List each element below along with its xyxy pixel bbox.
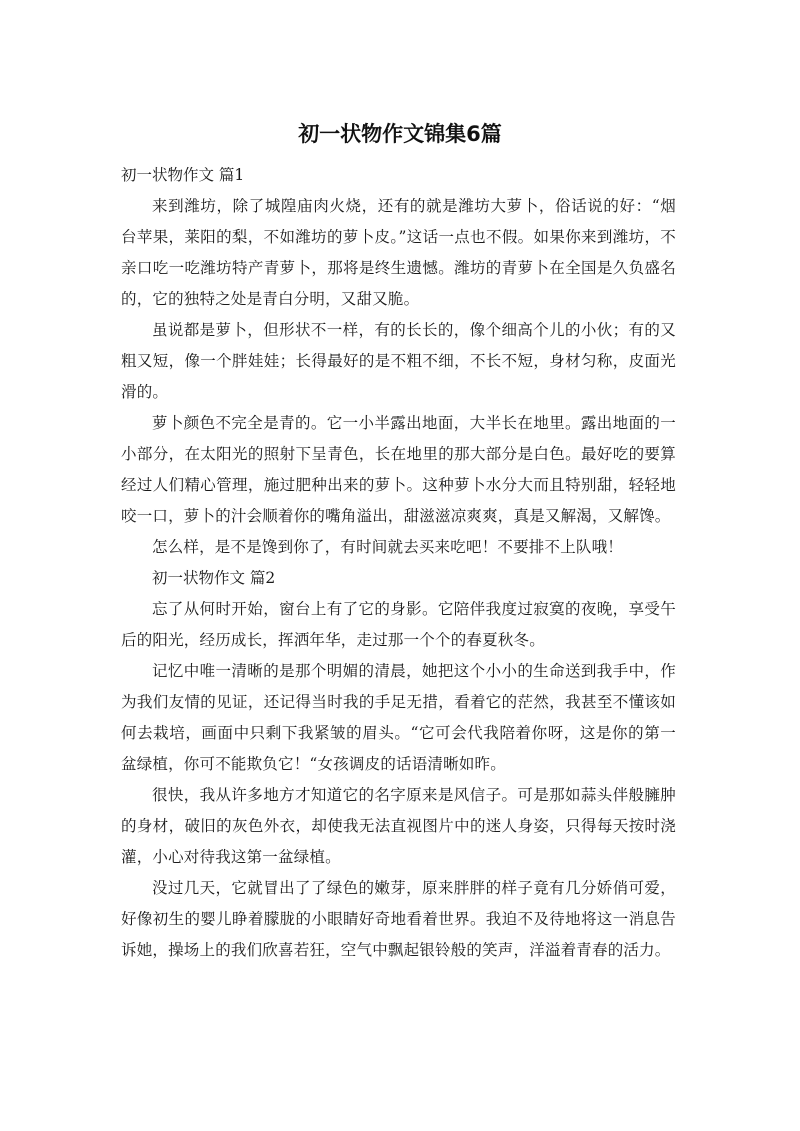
paragraph: 记忆中唯一清晰的是那个明媚的清晨，她把这个小小的生命送到我手中，作为我们友情的见证，还记得当时我的手足无措，看着它的茫然，我甚至不懂该如何去栽培，画面中只剩下我紧皱的眉头。“它可会代我陪着你呀，这是你的第一盆绿植，你可不能欺负它！“女孩调皮的话语清晰如昨。 bbox=[121, 662, 676, 773]
document-title: 初一状物作文锦集6篇 bbox=[298, 122, 502, 146]
paragraph: 萝卜颜色不完全是青的。它一小半露出地面，大半长在地里。露出地面的一小部分，在太阳光的照射下呈青色，长在地里的那大部分是白色。最好吃的要算经过人们精心管理，施过肥种出来的萝卜。这种萝卜水分大而且特别甜，轻轻地咬一口，萝卜的汁会顺着你的嘴角溢出，甜滋滋凉爽爽，真是又解渴，又解馋。 bbox=[121, 414, 676, 525]
section-heading: 初一状物作文 篇2 bbox=[152, 569, 276, 587]
paragraph: 没过几天，它就冒出了了绿色的嫩芽，原来胖胖的样子竟有几分娇俏可爱，好像初生的婴儿睁着朦胧的小眼睛好奇地看着世界。我迫不及待地将这一消息告诉她，操场上的我们欣喜若狂，空气中飘起银铃般的笑声，洋溢着青春的活力。 bbox=[121, 879, 676, 959]
paragraph: 来到潍坊，除了城隍庙肉火烧，还有的就是潍坊大萝卜，俗话说的好：“烟台苹果，莱阳的梨，不如潍坊的萝卜皮。”这话一点也不假。如果你来到潍坊，不亲口吃一吃潍坊特产青萝卜，那将是终生遗憾。潍坊的青萝卜在全国是久负盛名的，它的独特之处是青白分明，又甜又脆。 bbox=[121, 197, 676, 308]
paragraph: 怎么样，是不是馋到你了，有时间就去买来吃吧！不要排不上队哦！ bbox=[152, 538, 624, 556]
paragraph: 虽说都是萝卜，但形状不一样，有的长长的，像个细高个儿的小伙；有的又粗又短，像一个胖娃娃；长得最好的是不粗不细，不长不短，身材匀称，皮面光滑的。 bbox=[121, 321, 676, 401]
paragraph: 忘了从何时开始，窗台上有了它的身影。它陪伴我度过寂寞的夜晚，享受午后的阳光，经历成长，挥洒年华，走过那一个个的春夏秋冬。 bbox=[121, 600, 676, 649]
section-heading: 初一状物作文 篇1 bbox=[121, 166, 245, 184]
paragraph: 很快，我从许多地方才知道它的名字原来是风信子。可是那如蒜头伴般臃肿的身材，破旧的灰色外衣，却使我无法直视图片中的迷人身姿，只得每天按时浇灌，小心对待我这第一盆绿植。 bbox=[121, 786, 676, 866]
document-body bbox=[121, 160, 676, 966]
